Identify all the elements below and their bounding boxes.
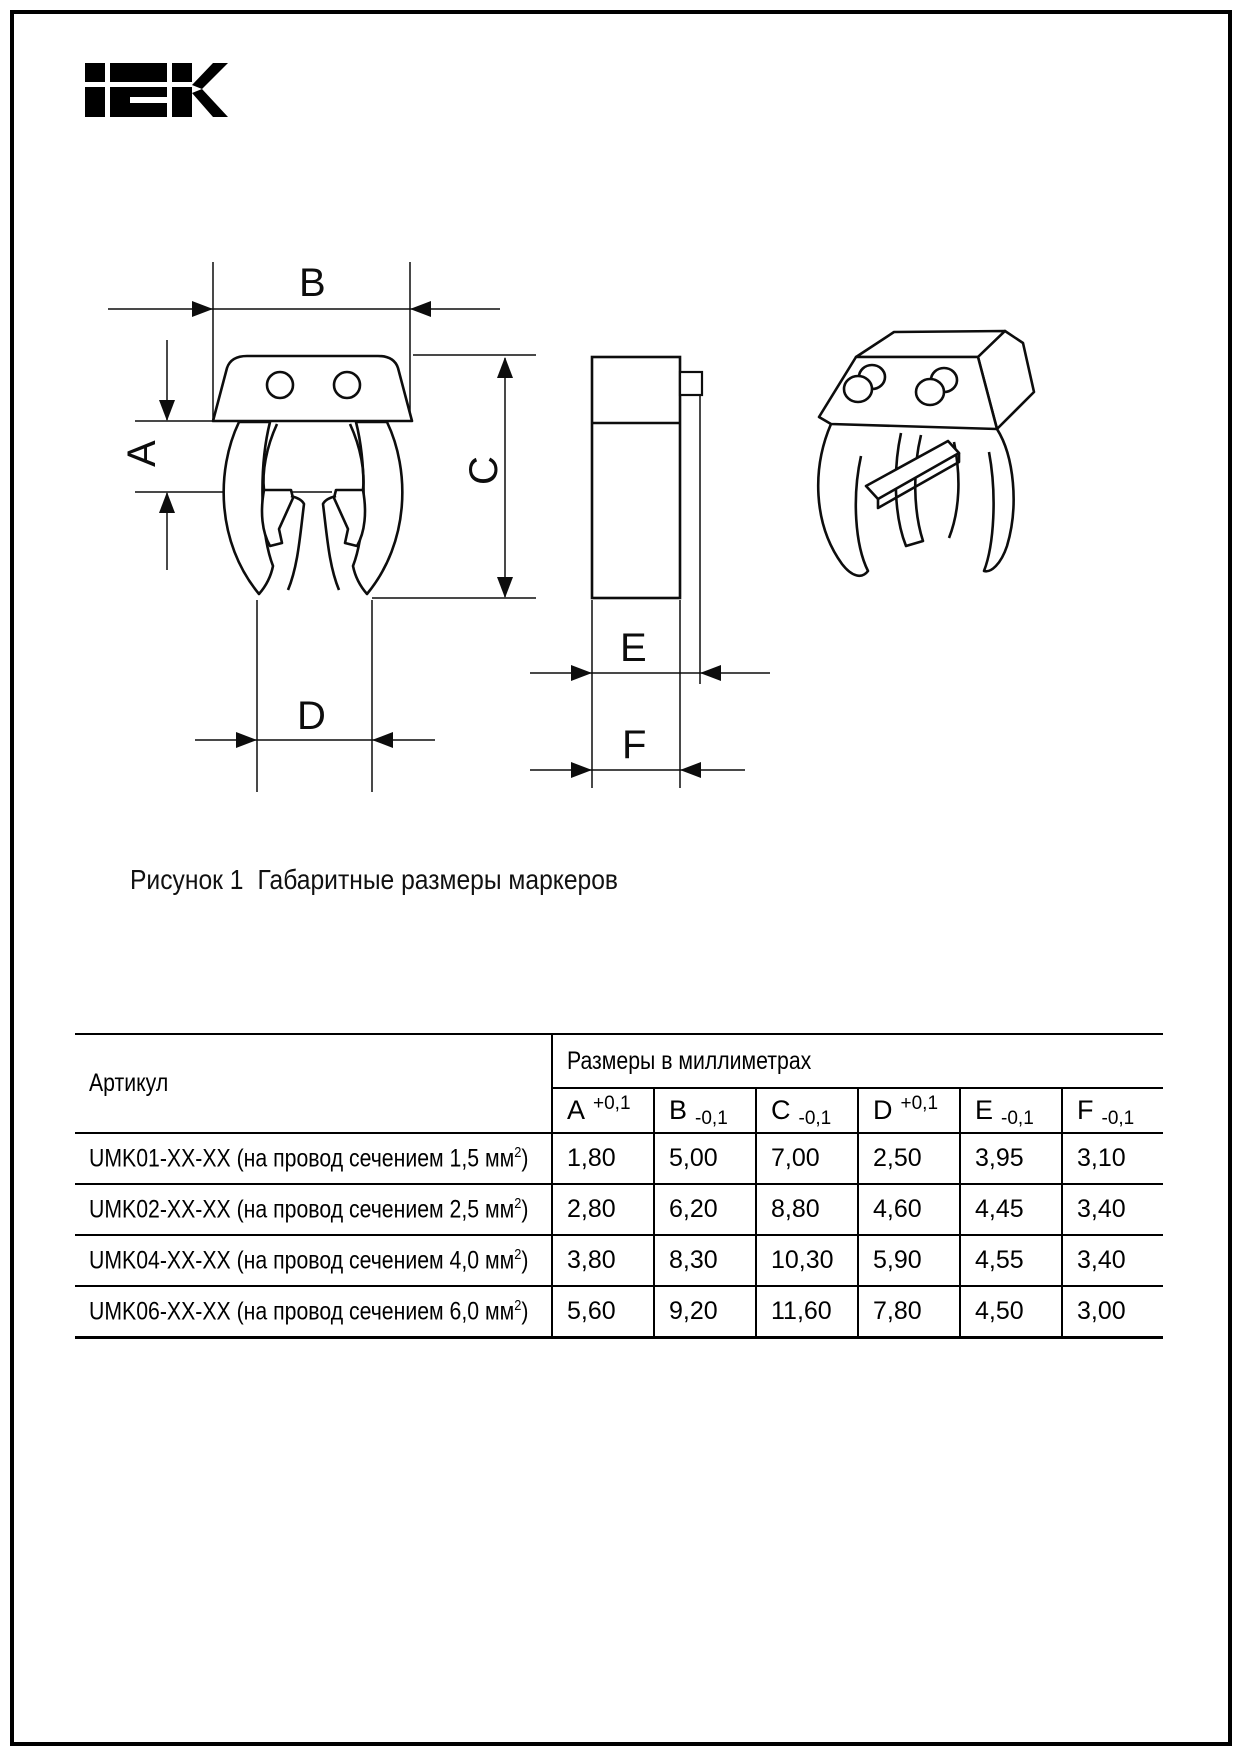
dim-label-a: A	[120, 440, 164, 467]
value-cell: 8,30	[654, 1235, 756, 1286]
value-cell: 9,20	[654, 1286, 756, 1338]
table-row	[75, 1235, 1163, 1286]
table-row	[75, 1184, 1163, 1235]
dim-label-d: D	[297, 694, 326, 738]
marker-side-view	[592, 357, 702, 598]
dim-label-c: C	[462, 456, 506, 485]
article-cell: UMK02-XX-XX (на провод сечением 2,5 $мм^2$)	[75, 1184, 552, 1235]
dim-col-header-d: D $^{+0,1}$	[858, 1088, 960, 1133]
marker-iso-view	[818, 331, 1034, 576]
value-cell: 3,95	[960, 1133, 1062, 1184]
value-cell: 3,80	[552, 1235, 654, 1286]
dim-col-header-e: E $_{-0,1}$	[960, 1088, 1062, 1133]
value-cell: 7,80	[858, 1286, 960, 1338]
value-cell: 1,80	[552, 1133, 654, 1184]
figure-caption-text: Габаритные размеры маркеров	[257, 864, 619, 895]
figure-drawing	[80, 230, 1100, 800]
value-cell: 8,80	[756, 1184, 858, 1235]
value-cell: 3,00	[1062, 1286, 1163, 1338]
value-cell: 10,30	[756, 1235, 858, 1286]
dim-col-header-f: F $_{-0,1}$	[1062, 1088, 1163, 1133]
article-cell: UMK01-XX-XX (на провод сечением 1,5 $мм^2$)	[75, 1133, 552, 1184]
dim-col-header-b: B $_{-0,1}$	[654, 1088, 756, 1133]
value-cell: 5,90	[858, 1235, 960, 1286]
iek-logo	[80, 58, 230, 122]
value-cell: 3,40	[1062, 1184, 1163, 1235]
value-cell: 2,80	[552, 1184, 654, 1235]
table-row	[75, 1286, 1163, 1338]
value-cell: 5,60	[552, 1286, 654, 1338]
sizes-header-label: Размеры в миллиметрах	[567, 1046, 812, 1075]
sizes-group-header	[552, 1034, 1163, 1088]
dim-label-e: E	[620, 626, 647, 670]
value-cell: 7,00	[756, 1133, 858, 1184]
table-header-row	[75, 1034, 1163, 1088]
value-cell: 4,55	[960, 1235, 1062, 1286]
value-cell: 5,00	[654, 1133, 756, 1184]
article-cell: UMK04-XX-XX (на провод сечением 4,0 $мм^2$)	[75, 1235, 552, 1286]
iek-logo-glyphs	[85, 63, 228, 117]
article-cell: UMK06-XX-XX (на провод сечением 6,0 $мм^2$)	[75, 1286, 552, 1338]
value-cell: 4,50	[960, 1286, 1062, 1338]
value-cell: 11,60	[756, 1286, 858, 1338]
figure-caption-label: Рисунок 1	[130, 864, 244, 895]
value-cell: 3,40	[1062, 1235, 1163, 1286]
table-row	[75, 1133, 1163, 1184]
value-cell: 6,20	[654, 1184, 756, 1235]
dimensions-table	[75, 1033, 1163, 1339]
value-cell: 4,45	[960, 1184, 1062, 1235]
figure-caption	[130, 864, 618, 896]
value-cell: 4,60	[858, 1184, 960, 1235]
dim-label-b: B	[299, 261, 326, 305]
value-cell: 3,10	[1062, 1133, 1163, 1184]
dim-col-header-a: A $^{+0,1}$	[552, 1088, 654, 1133]
article-header-label: Артикул	[89, 1069, 169, 1097]
article-column-header	[75, 1034, 552, 1133]
dim-col-header-c: C $_{-0,1}$	[756, 1088, 858, 1133]
value-cell: 2,50	[858, 1133, 960, 1184]
marker-front-view	[213, 356, 412, 594]
dim-label-f: F	[622, 723, 647, 767]
